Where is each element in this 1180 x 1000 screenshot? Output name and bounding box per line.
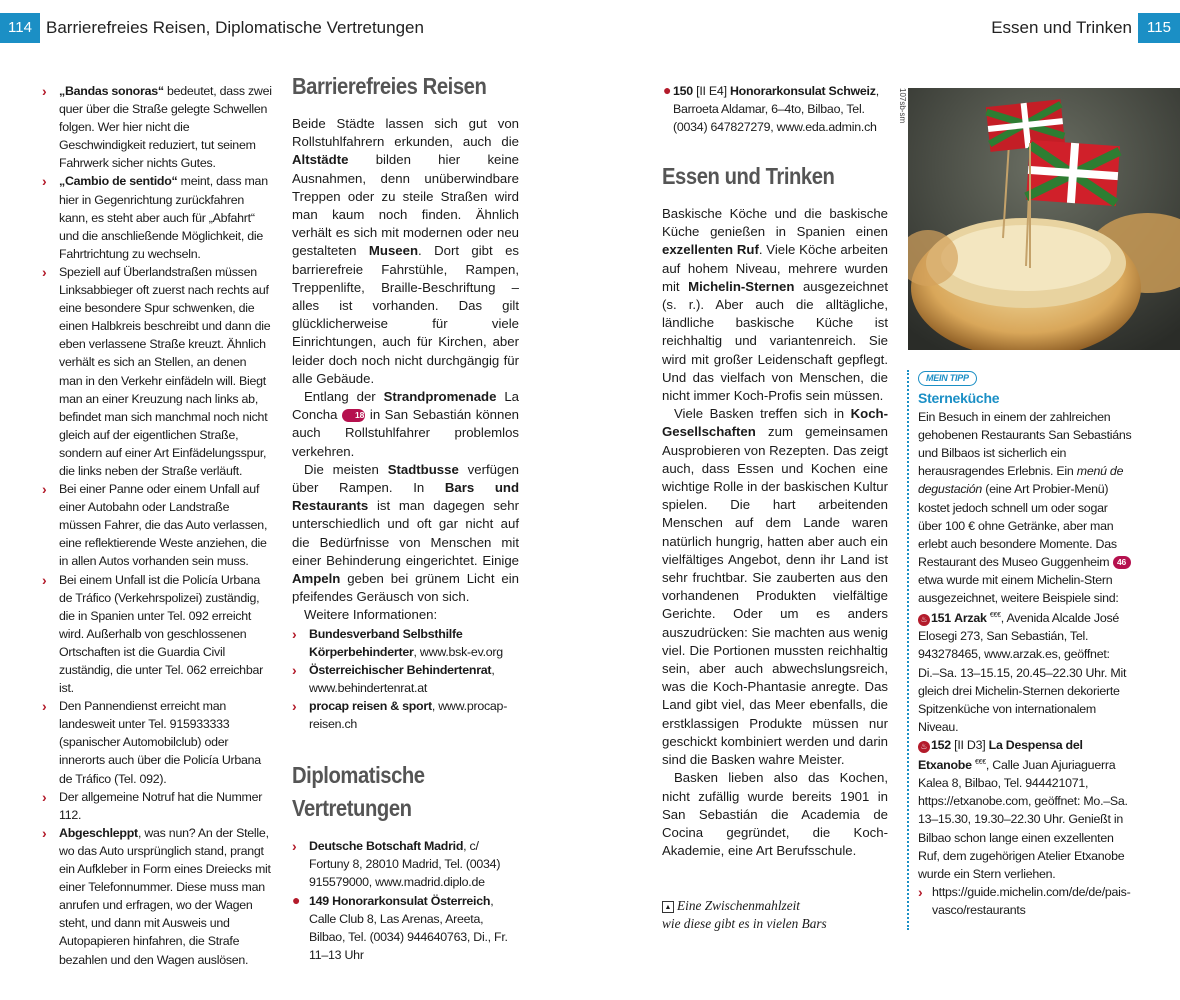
list-item: › „Bandas sonoras“ bedeutet, dass zwei quer über die Straße gelegte Schwellen folgen. Wer hier nicht die Geschwindigkeit reduziert, tut seinem Fahrwerk sicher nichts Gutes. bbox=[42, 83, 272, 171]
restaurant-icon: ♨ bbox=[918, 741, 930, 753]
photo-caption: ▲ Eine Zwischenmahlzeit wie diese gibt es in vielen Bars bbox=[662, 898, 827, 931]
tip-title: Sterneküche bbox=[918, 390, 1000, 407]
right-running-title: Essen und Trinken bbox=[991, 18, 1132, 37]
list-item: › Bei einer Panne oder einem Unfall auf einer Autobahn oder Landstraße müssen Fahrer, die das Auto verlassen, eine reflektierende Weste anziehen, die in allen Autos vorhanden sein muss. bbox=[42, 481, 268, 569]
list-item: › Speziell auf Überlandstraßen müssen Linksabbieger oft zuerst nach rechts auf eine besondere Spur schwenken, die einen Halbkreis beschreibt und dann die eben verlassene Straße kreuzt. Ähnlich verhält es sich an Stellen, an denen man in den Verkehr einfädeln will. Biegt man an einer Kreuzung nach links ab, befindet man sich manchmal noch nicht gleich auf der eigentlichen Straße, sondern auf einer Art Einfädelungsspur, die links neben der Straße verläuft. bbox=[42, 263, 271, 478]
map-marker-badge[interactable]: 46 bbox=[1113, 556, 1131, 569]
left-page-number: 114 bbox=[0, 13, 40, 43]
barrierefrei-paragraph-3: Die meisten Stadtbusse verfügen über Rampen. In Bars und Restaurants ist man dagegen sehr unterschiedlich und oft gar nicht auf die Bedürfnisse von Menschen mit einer Behinderung eingerichtet. Einige Ampeln geben bei grünem Licht ein pfeifendes Geräusch von sich. bbox=[292, 461, 519, 605]
chevron-right-icon: › bbox=[42, 788, 47, 805]
list-item[interactable]: › Österreichischer Behindertenrat, www.behindertenrat.at bbox=[292, 661, 495, 695]
swiss-consulate-entry: ● 150 [II E4] Honorarkonsulat Schweiz, Barroeta Aldamar, 6–4to, Bilbao, Tel. (0034) 647827279, www.eda.admin.ch bbox=[663, 82, 879, 135]
chevron-right-icon: › bbox=[42, 173, 47, 190]
list-item: › „Cambio de sentido“ meint, dass man hier in Gegenrichtung zurückfahren kann, es steht aber auch für „Abfahrt“ und die anschließende Möglichkeit, die Fahrtrichtung zu wechseln. bbox=[42, 173, 268, 261]
chevron-right-icon: › bbox=[42, 824, 47, 841]
chevron-right-icon: › bbox=[42, 698, 47, 715]
food-photo-basque-flags bbox=[908, 88, 1180, 350]
barrierefrei-section bbox=[292, 70, 519, 964]
left-running-title: Barrierefreies Reisen, Diplomatische Vertretungen bbox=[46, 18, 424, 37]
traffic-tips-list bbox=[42, 82, 272, 969]
chevron-right-icon: › bbox=[918, 883, 923, 900]
list-item: ● 149 Honorarkonsulat Österreich, Calle Club 8, Las Arenas, Areeta, Bilbao, Tel. (0034) 944640763, Di., Fr. 11–13 Uhr bbox=[292, 891, 508, 962]
essen-heading: Essen und Trinken bbox=[662, 163, 835, 189]
chevron-right-icon: › bbox=[42, 83, 47, 99]
barrierefrei-paragraph-4: Weitere Informationen: bbox=[304, 607, 438, 623]
essen-paragraph-2: Viele Basken treffen sich in Koch-Gesellschaften zum gemeinsamen Ausprobieren von Rezepten. Das zeigt auch, dass Essen und Kochen eine wichtige Rolle in der baskischen Kultur spielen. Die hart arbeitenden Menschen auf dem Lande waren natürlich hungrig, hatten aber auch ein vielfältiges Angebot, denn ihr Land ist sehr fruchtbar. Sie zauberten aus den vorhandenen Produkten vielfältige Gerichte. Oder um es anders auszudrücken: Sie machten aus wenig viel. Die Portionen mussten reichhaltig sein, aber auch abwechslungsreich, was die Koch-Phantasie anregte. Das Land gibt viel, das Meer ebenfalls, die erstklassigen Produkte müssen nur geschickt kombiniert werden und darin sind die Basken wahre Meister. bbox=[662, 406, 888, 768]
mein-tipp-box bbox=[918, 368, 1133, 919]
tip-dotted-rule bbox=[907, 370, 910, 930]
chevron-right-icon: › bbox=[292, 661, 297, 678]
chevron-right-icon: › bbox=[292, 838, 297, 855]
chevron-right-icon: › bbox=[42, 481, 47, 498]
tip-intro: Ein Besuch in einem der zahlreichen gehobenen Restaurants San Sebastiáns und Bilbaos ist sicherlich ein herausragendes Erlebnis. Ein menú de degustación (eine Art Probier-Menü) kostet jedoch schnell um oder sogar über 100 € ohne Getränke, aber man erlebt auch besondere Momente. Das Restaurant des Museo Guggenheim 46 etwa wurde mit einem Michelin-Stern ausgezeichnet, weitere Beispiele sind: bbox=[918, 410, 1132, 606]
map-marker-badge[interactable]: 18 bbox=[342, 409, 365, 422]
traffic-tips-column bbox=[42, 82, 272, 969]
photo-reference-icon: ▲ bbox=[662, 901, 674, 913]
list-item[interactable]: › Bundesverband Selbsthilfe Körperbehinderter, www.bsk-ev.org bbox=[292, 625, 503, 659]
list-item: › Bei einem Unfall ist die Policía Urbana de Tráfico (Verkehrspolizei) zuständig, die in Spanien unter Tel. 092 erreicht wird. Außerhalb von geschlossenen Ortschaften ist die Guardia Civil zuständig, die unter Tel. 062 erreichbar ist. bbox=[42, 571, 263, 696]
list-item: › Abgeschleppt, was nun? An der Stelle, wo das Auto ursprünglich stand, prangt ein Aufkleber in Form eines Dreiecks mit einer Telefonnummer. Diese muss man anrufen und erfragen, wo der Wagen steht, und dann mit Ausweis und Autopapieren hinfahren, die Strafe bezahlen und den Wagen auslösen. bbox=[42, 824, 271, 967]
chevron-right-icon: › bbox=[292, 625, 297, 642]
barrierefrei-paragraph-2: Entlang der Strandpromenade La Concha 18 in San Sebastián können auch Rollstuhlfahrer problemlos verkehren. bbox=[292, 389, 519, 459]
location-dot-icon: ● bbox=[292, 891, 301, 908]
photo-credit: 107sb-sm bbox=[898, 88, 907, 124]
list-item: › Den Pannendienst erreicht man landesweit unter Tel. 915933333 (spanischer Automobilclub) oder innerorts auch über die Policía Urbana de Tráfico (Tel. 092). bbox=[42, 698, 261, 786]
essen-paragraph-3: Basken lieben also das Kochen, nicht zufällig wurde bereits 1901 in San Sebastián die Academia de Cocina gegründet, die Koch-Akademie, eine Art Berufsschule. bbox=[662, 770, 888, 859]
restaurant-icon: ♨ bbox=[918, 614, 930, 626]
restaurant-arzak: ♨ 151 Arzak €€€, Avenida Alcalde José Elosegi 273, San Sebastián, Tel. 943278465, www.arzak.es, geöffnet: Di.–Sa. 13–15.15, 20.45–22.30 Uhr. Mit gleich drei Michelin-Sternen dekorierte Spitzenküche von internationalem Niveau. bbox=[918, 611, 1127, 734]
list-item[interactable]: › procap reisen & sport, www.procap-reisen.ch bbox=[292, 698, 508, 732]
location-dot-icon: ● bbox=[663, 82, 672, 98]
info-links-list bbox=[292, 625, 519, 734]
barrierefrei-paragraph-1: Beide Städte lassen sich gut von Rollstuhlfahrern erkunden, auch die Altstädte bilden hier keine Ausnahmen, denn unüberwindbare Treppen oder zu steile Straßen wird man kaum noch finden. Ähnlich verhält es sich mit modernen oder neu gestalteten Museen. Dort gibt es barrierefreie Fahrstühle, Rampen, Treppenlifte, Braille-Beschriftung – alles ist vorhanden. Das gilt glücklicherweise für viele Einrichtungen, auch für Kirchen, aber leider doch noch nicht durchgängig für alle Gebäude. bbox=[292, 116, 519, 386]
right-page-number: 115 bbox=[1138, 13, 1180, 43]
michelin-link[interactable]: › https://guide.michelin.com/de/de/pais-vasco/restaurants bbox=[918, 883, 1131, 917]
diplomatisch-heading: Diplomatische Vertretungen bbox=[292, 762, 425, 822]
essen-section bbox=[662, 160, 888, 860]
barrierefrei-heading: Barrierefreies Reisen bbox=[292, 73, 487, 99]
chevron-right-icon: › bbox=[42, 571, 47, 588]
chevron-right-icon: › bbox=[292, 698, 297, 715]
embassy-list bbox=[292, 837, 519, 964]
essen-paragraph-1: Baskische Köche und die baskische Küche genießen in Spanien einen exzellenten Ruf. Viele Köche arbeiten auf hohem Niveau, mehrere wurden mit Michelin-Sternen ausgezeichnet (s. r.). Aber auch die alltägliche, ländliche baskische Küche ist reichhaltig und variantenreich. Sie wird mit großer Leidenschaft gepflegt. Und das vielfach von Menschen, die nicht immer Koch-Profis sein müssen. bbox=[662, 206, 889, 404]
chevron-right-icon: › bbox=[42, 263, 47, 280]
mein-tipp-badge: MEIN TIPP bbox=[918, 371, 977, 386]
restaurant-etxanobe: ♨ 152 [II D3] La Despensa del Etxanobe €€€, Calle Juan Ajuriaguerra Kalea 8, Bilbao, Tel. 944421071, https://etxanobe.com, geöffnet: Mo.–Sa. 13–15.30, 19.30–22.30 Uhr. Genießt in Bilbao schon lange einen exzellenten Ruf, dem zugehörigen Atelier Etxanobe wurde ein Stern verliehen. bbox=[918, 737, 1128, 881]
list-item: › Der allgemeine Notruf hat die Nummer 112. bbox=[42, 788, 263, 822]
list-item: › Deutsche Botschaft Madrid, c/ Fortuny 8, 28010 Madrid, Tel. (0034) 915579000, www.madrid.diplo.de bbox=[292, 838, 501, 890]
